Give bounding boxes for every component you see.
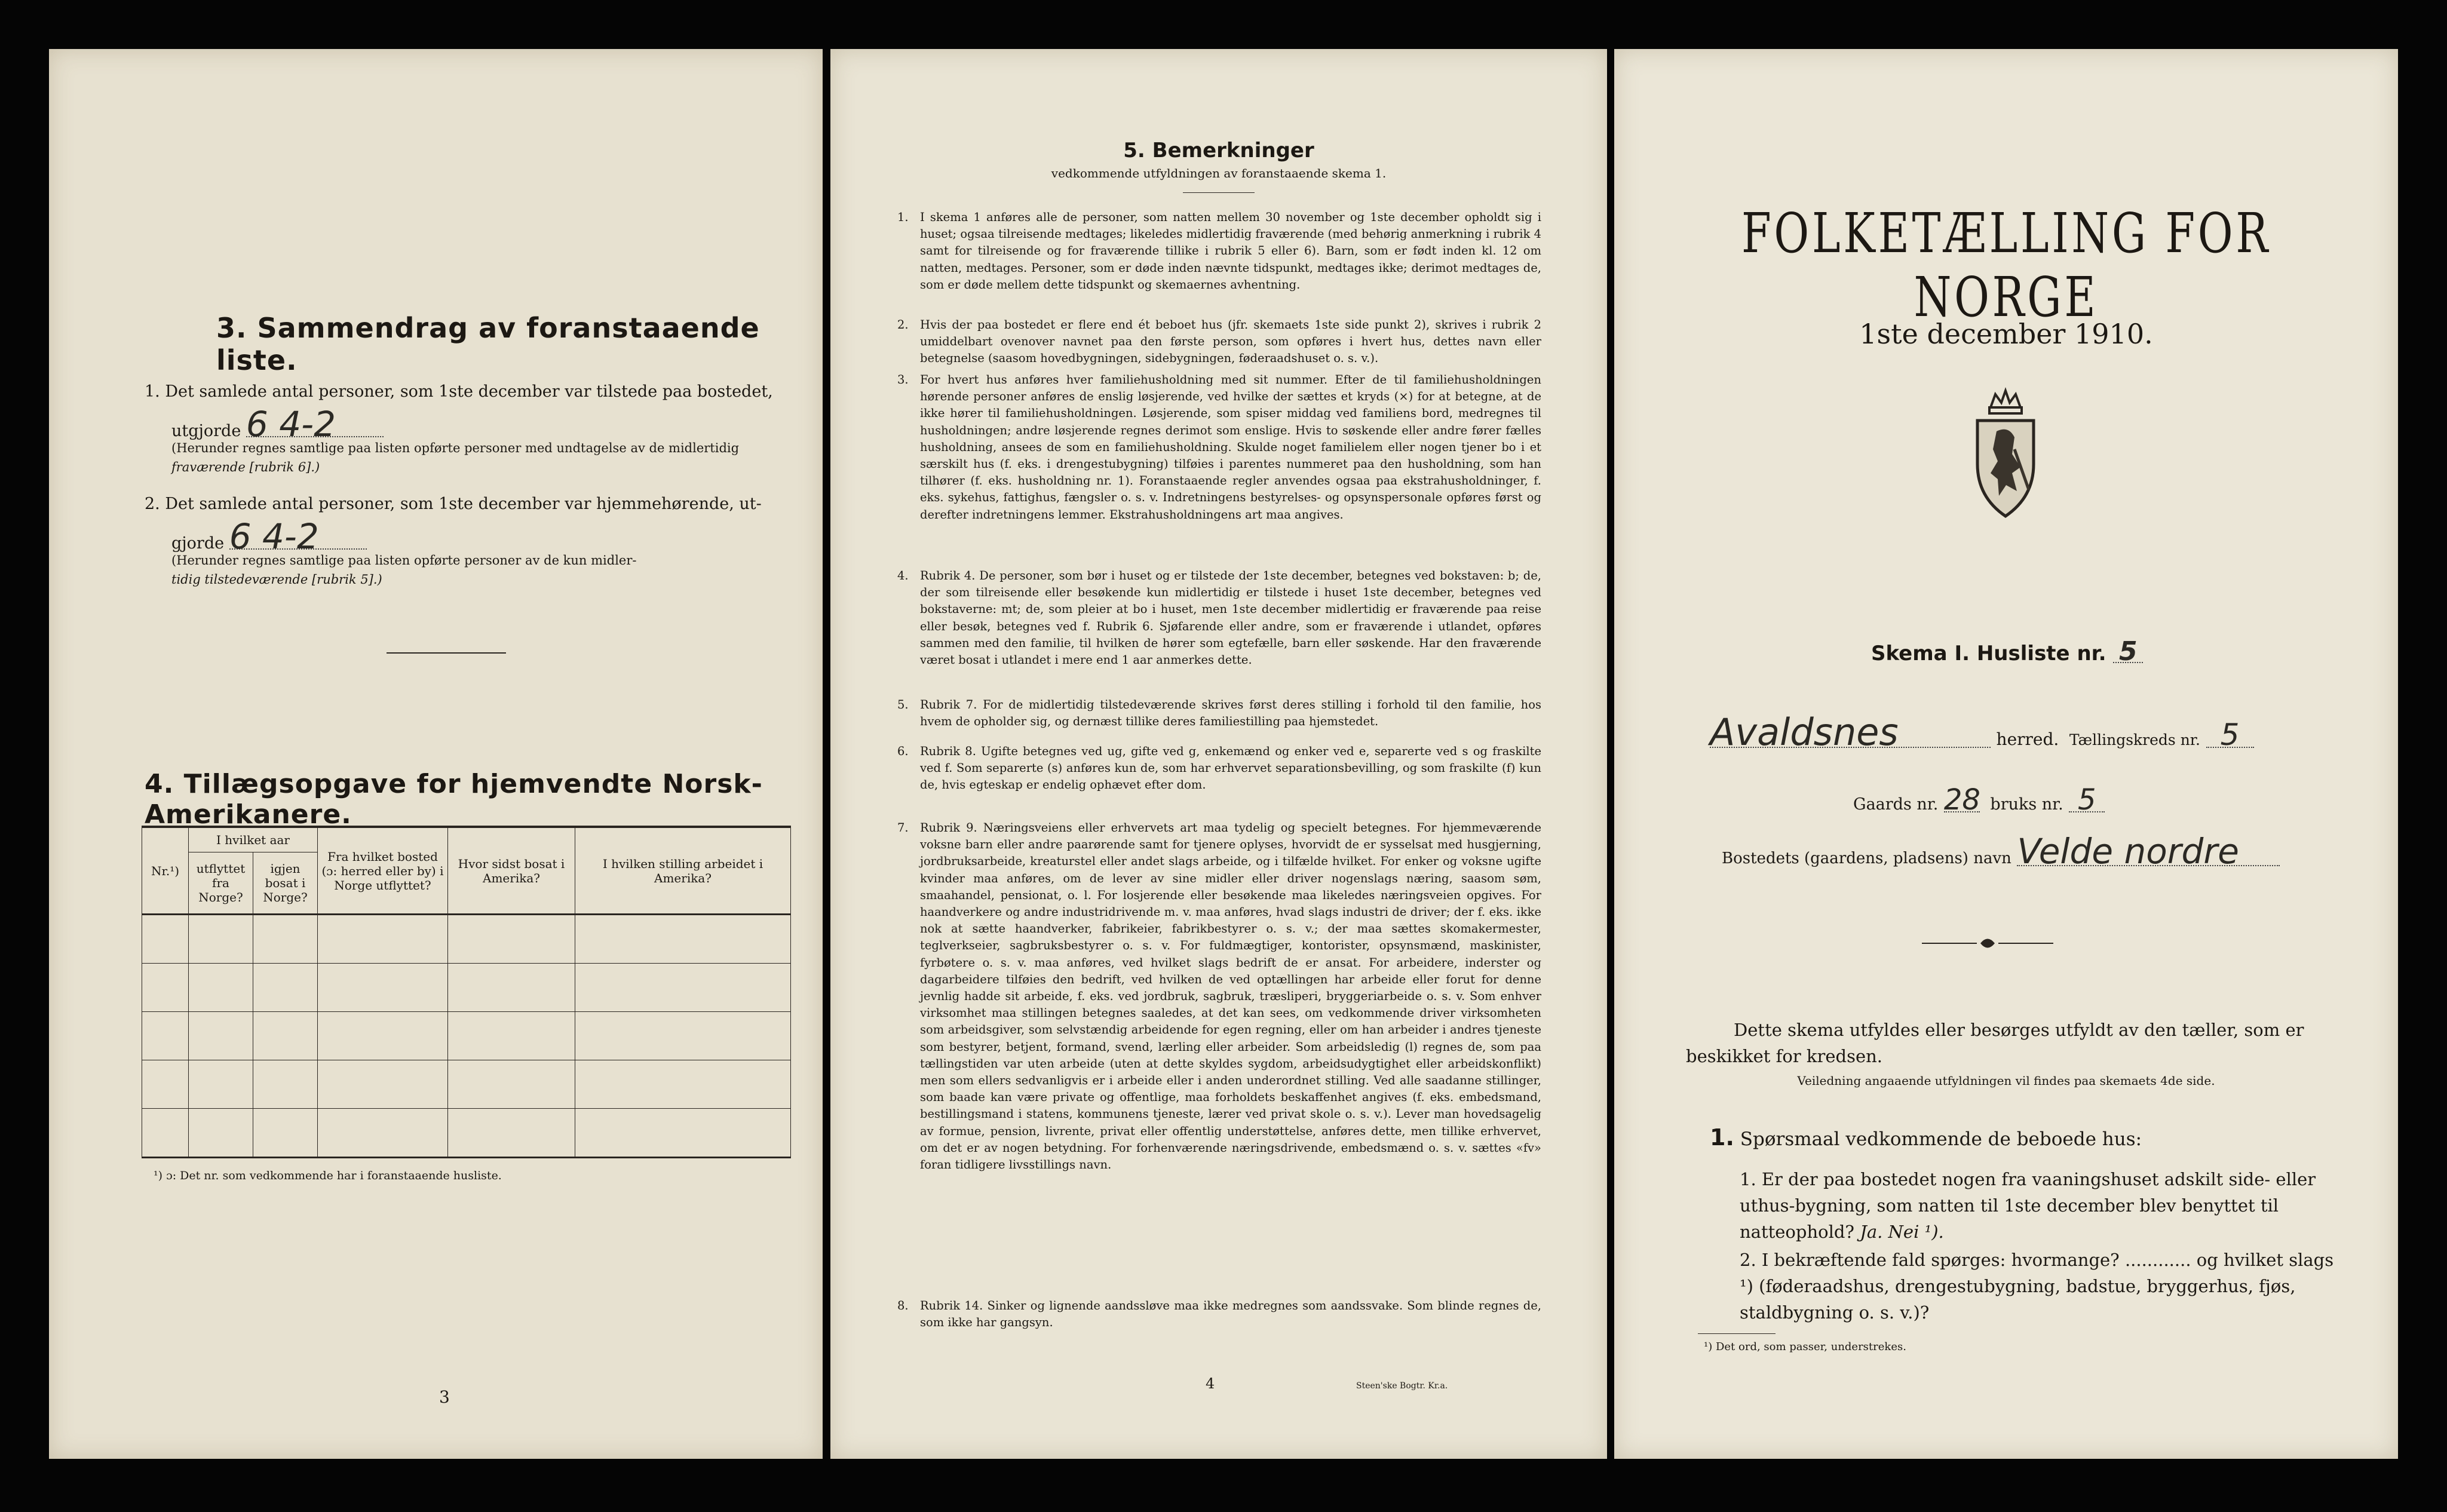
bruks-handwritten: 5 [2069,789,2105,812]
page-number: 4 [1206,1375,1215,1392]
section-3-item-2-note-a: (Herunder regnes samtlige paa listen opførte personer av de kun midler- [171,553,637,568]
husliste-number-handwritten: 5 [2113,642,2143,663]
col-from: Fra hvilket bosted (ɔ: herred eller by) i Norge utflyttet? [318,827,448,915]
table-row [142,1109,791,1158]
herred-handwritten: Avaldsnes [1710,718,1991,748]
questions-heading: 1. Spørsmaal vedkommende de beboede hus: [1710,1124,2142,1151]
section-3-item-2-note-b: tidig tilstedeværende [rubrik 5].) [171,572,382,587]
bosted-handwritten: Velde nordre [2017,838,2280,866]
divider [387,652,506,654]
gaards-handwritten: 28 [1943,783,1980,817]
present-count-handwritten: 6 4-2 [246,412,384,437]
section-4-heading: 4. Tillægsopgave for hjemvendte Norsk-Amerikanere. [145,769,763,830]
herred-line: Avaldsnes herred. Tællingskreds nr. 5 [1710,718,2343,753]
remark-6: 6. Rubrik 8. Ugifte betegnes ved ug, gifte ved g, enkemænd og enker ved e, separerte ved s og fraskilte ved f. Som separerte (s) anføres kun de, som har erhvervet separationsbevilling, og som fraskilte (f) kun de, hvis egteskap er endelig ophævet efter dom. [897,744,1541,792]
printer-credit: Steen'ske Bogtr. Kr.a. [1356,1381,1448,1391]
ornament-icon [1922,934,2053,952]
section-3-item-1-note-a: (Herunder regnes samtlige paa listen opførte personer med undtagelse av de midlertidig [171,441,740,455]
tellingskreds-handwritten: 5 [2206,723,2254,748]
page-left [49,49,823,1459]
intro-small-text: Veiledning angaaende utfyldningen vil findes paa skemaets 4de side. [1797,1074,2215,1088]
col-returned: igjen bosat i Norge? [253,852,318,915]
col-position: I hvilken stilling arbeidet i Amerika? [575,827,791,915]
remark-2: 2. Hvis der paa bostedet er flere end ét beboet hus (jfr. skemaets 1ste side punkt 2), skrives i rubrik 2 umiddelbart ovenover navnet paa den første person, som opføres i hvert hus, dettes navn eller betegnelse (saasom hovedbygningen, sidebygningen, føderaadshuset o. s. v.). [897,318,1541,366]
col-emigrated: utflyttet fra Norge? [189,852,253,915]
remark-1: 1. I skema 1 anføres alle de personer, som natten mellem 30 november og 1ste december opholdt sig i huset; ogsaa tilreisende medtages; likeledes midlertidig fraværende (med behørig anmerkning i rubrik 4 samt for tilreisende og for fraværende tillike i rubrik 5 eller 6). Barn, som er født inden kl. 12 om natten, medtages. Personer, som er døde inden nævnte tidspunkt, medtages ikke; derimot medtages de, som er døde mellem dette tidspunkt og skemaernes avhentning. [897,210,1541,292]
intro-text: Dette skema utfyldes eller besørges utfyldt av den tæller, som er beskikket for kredsen. [1686,1020,2304,1066]
remarks-heading: 5. Bemerkninger [1123,139,1314,162]
section-3-item-1-label: utgjorde 6 4-2 [171,412,384,444]
bosted-line: Bostedets (gaardens, pladsens) navn Velde nordre [1722,838,2280,872]
form-title: FOLKETÆLLING FOR NORGE [1741,201,2271,329]
divider [1183,192,1255,193]
question-1: 1. Er der paa bostedet nogen fra vaaningshuset adskilt side- eller uthus-bygning, som natten til 1ste december blev benyttet til natteophold? Ja. Nei ¹). [1740,1169,2316,1242]
page-middle [830,49,1607,1459]
resident-count-handwritten: 6 4-2 [229,525,367,550]
remark-7: 7. Rubrik 9. Næringsveiens eller erhvervets art maa tydelig og specielt betegnes. For hjemmeværende voksne barn eller andre paarørende samt for tjenere oplyses, hvorvidt de er sysselsat med husgjerning, jordbruksarbeide, kreaturstel eller andet slags arbeide, og i tilfælde hvilket. For enker og voksne ugifte kvinder maa anføres, om de lever av sine midler eller driver nogenslags næring, saasom søm, smaahandel, pensionat, o. l. For losjerende eller besøkende maa likeledes næringsveien opgives. For haandverkere og andre industridrivende m. v. maa anføres, hvad slags industri de driver; der f. eks. ikke nok at sætte haandverker, fabrikeier, fabrikbestyrer o. s. v.; der maa sættes skomakermester, teglverkseier, sagbruksbestyrer o. s. v. For fuldmægtiger, kontorister, opsynsmænd, maskinister, fyrbøtere o. s. v. maa anføres, ved hvilket slags bedrift de er ansat. For arbeidere, inderster og dagarbeidere tilføies den bedrift, ved hvilken de ved optællingen har arbeide eller forut for denne jevnlig hadde sit arbeide, f. eks. ved jordbruk, sagbruk, træsliperi, bryggeriarbeide o. s. v. Som enhver virksomhet maa stillingen betegnes saaledes, at det kan sees, om vedkommende driver virksomheten som arbeidsgiver, som selvstændig arbeidende for egen regning, eller om han arbeider i andres tjeneste som bestyrer, betjent, formand, svend, lærling eller arbeider. Som arbeidsledig (l) regnes de, som paa tællingstiden var uten arbeide (uten at dette skyldes sygdom, arbeidsudygtighet eller arbeidskonflikt) men som ellers sedvanligvis er i arbeide eller i anden underordnet stilling. Ved alle saadanne stillinger, som baade kan være private og offentlige, maa forholdets beskaffenhet angives (f. eks. embedsmand, bestillingsmand i statens, kommunens tjeneste, lærer ved privat skole o. s. v.). Lever man hovedsagelig av formue, pension, livrente, privat eller offentlig understøttelse, anføres dette, men tillike erhvervet, om det er av nogen betydning. For forhenværende næringsdrivende, embedsmænd o. s. v. sættes «fv» foran tidligere livsstillings navn. [897,821,1541,1172]
form-date: 1ste december 1910. [1859,318,2153,350]
section-3-item-2-label: gjorde 6 4-2 [171,525,367,557]
question-2: 2. I bekræftende fald spørges: hvormange? ............ og hvilket slags ¹) (føderaadshus, drengestubygning, badstue, bryggerhus, fjøs, staldbygning o. s. v.)? [1740,1250,2334,1323]
remark-4: 4. Rubrik 4. De personer, som bør i huset og er tilstede der 1ste december, betegnes ved bokstaven: b; de, der som tilreisende eller besøkende kun midlertidig er tilstede i huset 1ste december, betegnes ved bokstaverne: mt; de, som pleier at bo i huset, men 1ste december midlertidig er fraværende paa reise eller besøk, betegnes ved f. Rubrik 6. Sjøfarende eller andre, som er fraværende i utlandet, opføres sammen med den familie, til hvilken de hører som egtefælle, barn eller søskende. Har den fraværende været bosat i utlandet i mere end 1 aar anmerkes dette. [897,569,1541,667]
col-nr: Nr.¹) [142,827,189,915]
col-year-group: I hvilket aar [189,827,318,852]
table-row [142,1012,791,1060]
footnote-divider [1698,1333,1776,1334]
page-number: 3 [439,1387,450,1407]
table-row [142,1060,791,1109]
footnote: ¹) Det ord, som passer, understrekes. [1704,1341,1906,1353]
remark-3: 3. For hvert hus anføres hver familiehusholdning med sit nummer. Efter de til familiehusholdningen hørende personer anføres de enslig løsjerende, ved hvilke der sættes et kryds (×) for at betegne, at de ikke hører til familiehusholdningen. Løsjerende, som spiser middag ved familiens bord, medregnes til husholdningen; andre løsjerende regnes derimot som enslige. Hvis to søskende eller andre fører fælles husholdning, ansees de som en familiehusholdning. Skulde noget familielem eller nogen tjener bo i et særskilt hus (f. eks. i drengestubygning) tilføies i parentes nummeret paa den husholdning, som han tilhører (f. eks. husholdning nr. 1). Foranstaaende regler anvendes ogsaa paa ekstrahusholdninger, f. eks. sykehus, fattighus, fængsler o. s. v. Indretningens bestyrelses- og opsynspersonale opføres først og derefter indretningens lemmer. Ekstrahusholdningens art maa angives. [897,373,1541,522]
section-4-footnote: ¹) ɔ: Det nr. som vedkommende har i foranstaaende husliste. [154,1169,502,1182]
remark-5: 5. Rubrik 7. For de midlertidig tilstedeværende skrives først deres stilling i forhold til den familie, hos hvem de opholder sig, og dernæst tillike deres familiestilling paa hjemstedet. [897,698,1541,729]
section-3-item-2: 2. Det samlede antal personer, som 1ste december var hjemmehørende, ut- [145,495,762,513]
section-3-item-1: 1. Det samlede antal personer, som 1ste december var tilstede paa bostedet, [145,382,773,401]
gaards-line: Gaards nr. 28 bruks nr. 5 [1853,789,2105,818]
remarks-subheading: vedkommende utfyldningen av foranstaaende skema 1. [1051,166,1387,180]
coat-of-arms-icon [1955,384,2056,521]
norsk-amerikaner-table [142,826,791,1158]
schema-label: Skema I. Husliste nr. 5 [1871,640,2143,667]
section-3-item-1-note-b: fraværende [rubrik 6].) [171,460,320,474]
table-row [142,964,791,1012]
section-3-heading: 3. Sammendrag av foranstaaende liste. [216,312,760,376]
table-row [142,915,791,964]
page-right [1614,49,2398,1459]
question-1-answer: Ja. Nei ¹). [1860,1222,1944,1242]
remark-8: 8. Rubrik 14. Sinker og lignende aandssløve maa ikke medregnes som aandssvake. Som blinde regnes de, som ikke har gangsyn. [897,1299,1541,1330]
col-where: Hvor sidst bosat i Amerika? [448,827,575,915]
